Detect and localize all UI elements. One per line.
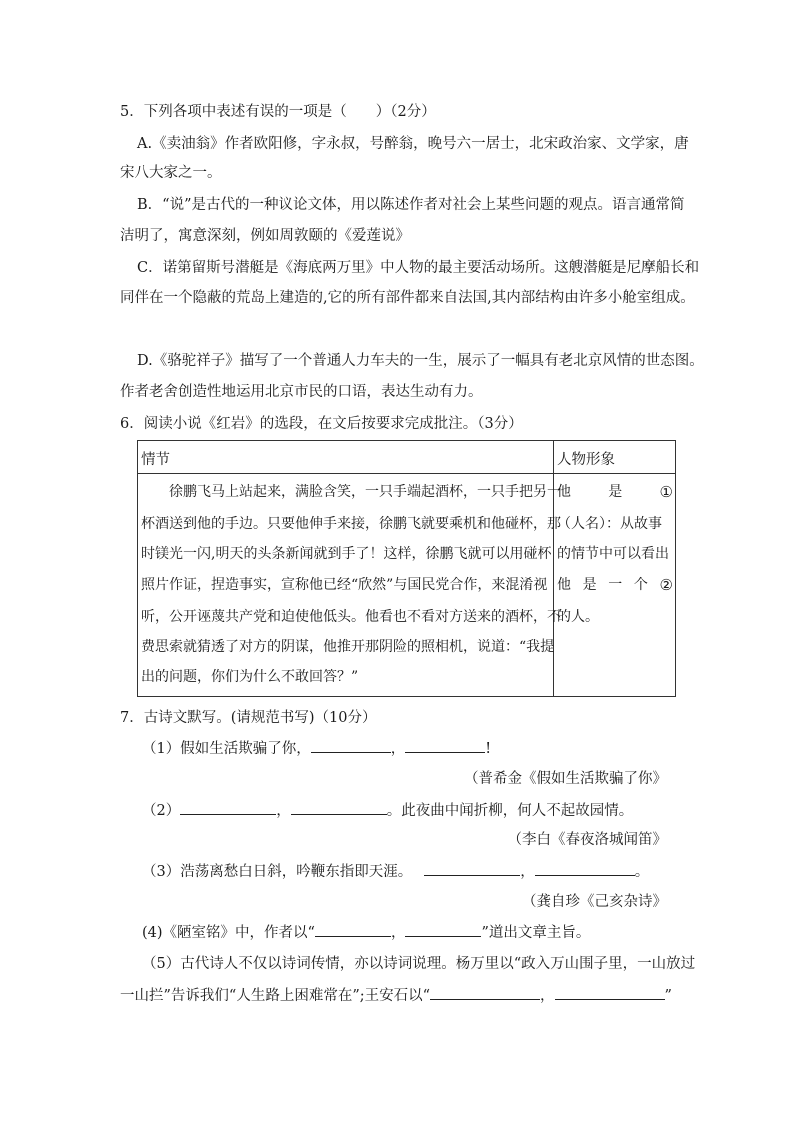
plot-line: 徐鹏飞马上站起来，满脸含笑，一只手端起酒杯，一只手把另一 — [141, 484, 561, 500]
q5-option-c-line2: 同伴在一个隐蔽的荒岛上建造的,它的所有部件都来自法国,其内部结构由许多小舱室组成。 — [120, 290, 695, 306]
column-header-character: 人物形象 — [554, 441, 676, 474]
plot-line: 出的问题，你们为什么不敢回答？” — [141, 669, 359, 685]
character-line-5: 的人。 — [557, 609, 599, 625]
character-cell — [554, 474, 676, 697]
character-word: 是 — [582, 577, 597, 593]
q7-item-1: （1）假如生活欺骗了你， ， ! — [142, 738, 491, 759]
plot-cell — [138, 474, 561, 697]
answer-blank[interactable] — [291, 800, 387, 815]
character-word: 他 — [557, 577, 571, 593]
q6-stem: 6．阅读小说《红岩》的选段，在文后按要求完成批注。（3分） — [120, 416, 523, 432]
answer-blank[interactable] — [315, 922, 391, 937]
q5-option-a-line1: A.《卖油翁》作者欧阳修，字永叔，号醉翁，晚号六一居士，北宋政治家、文学家，唐 — [137, 136, 689, 152]
q7-item-3: （3）浩荡离愁白日斜，吟鞭东指即天涯。 ， 。 — [142, 861, 649, 882]
plot-line: 时镁光一闪,明天的头条新闻就到手了！这样，徐鹏飞就可以用碰杯 — [141, 546, 552, 562]
q7-item-5-line2: 一山拦”告诉我们“人生路上困难常在”;王安石以“ ， ” — [120, 985, 672, 1006]
answer-blank[interactable] — [535, 861, 635, 876]
answer-blank[interactable] — [180, 800, 276, 815]
character-line-4 — [557, 575, 673, 595]
q5-option-a-line2: 宋八大家之一。 — [120, 165, 222, 181]
column-header-plot: 情节 — [138, 441, 554, 474]
character-line-1 — [557, 482, 673, 502]
answer-blank[interactable] — [430, 985, 540, 1000]
q5-option-b-line1: B．“说”是古代的一种议论文体，用以陈述作者对社会上某些问题的观点。语言通常简 — [137, 197, 685, 213]
q5-option-d-line1: D.《骆驼祥子》描写了一个普通人力车夫的一生，展示了一幅具有老北京风情的世态图。 — [137, 353, 704, 369]
q7-item-3-source: （龚自珍《己亥杂诗》 — [522, 894, 667, 910]
q5-stem: 5．下列各项中表述有误的一项是（ ）（2分） — [120, 104, 436, 120]
character-word: 他 — [557, 484, 571, 500]
q7-item-1-source: （普希金《假如生活欺骗了你》 — [464, 771, 667, 787]
character-word: 是 — [608, 484, 623, 500]
character-word: 个 — [633, 577, 648, 593]
q7-item-5-line1: （5）古代诗人不仅以诗词传情，亦以诗词说理。杨万里以“政入万山围子里，一山放过 — [142, 956, 696, 972]
q7-item-4: (4)《陋室铭》中，作者以“ ， ”道出文章主旨。 — [142, 922, 590, 943]
plot-line: 费思索就猜透了对方的阴谋，他推开那阴险的照相机，说道：“我提 — [141, 639, 555, 655]
answer-blank[interactable] — [311, 738, 391, 753]
answer-blank[interactable] — [424, 861, 520, 876]
character-line-2: （人名）：从故事 — [557, 516, 662, 532]
character-line-3: 的情节中可以看出 — [557, 546, 669, 562]
annotation-table — [137, 440, 676, 697]
q7-item-2: （2） ， 。此夜曲中闻折柳，何人不起故园情。 — [142, 800, 633, 821]
q7-stem: 7．古诗文默写。(请规范书写)（10分） — [120, 710, 377, 726]
plot-line: 杯酒送到他的手边。只要他伸手来接，徐鹏飞就要乘机和他碰杯，那 — [141, 516, 561, 532]
blank-marker-1: ① — [659, 483, 673, 501]
plot-line: 听，公开诬蔑共产党和迫使他低头。他看也不看对方送来的酒杯，不 — [141, 609, 561, 625]
plot-line: 照片作证，捏造事实，宣称他已经“欣然”与国民党合作，来混淆视 — [141, 577, 548, 593]
answer-blank[interactable] — [405, 738, 485, 753]
q5-option-b-line2: 洁明了，寓意深刻，例如周敦颐的《爱莲说》 — [120, 228, 410, 244]
q7-item-2-source: （李白《春夜洛城闻笛》 — [507, 832, 667, 848]
answer-blank[interactable] — [405, 922, 481, 937]
q5-option-d-line2: 作者老舍创造性地运用北京市民的口语，表达生动有力。 — [120, 384, 483, 400]
answer-blank[interactable] — [555, 985, 665, 1000]
q5-option-c-line1: C．诺第留斯号潜艇是《海底两万里》中人物的最主要活动场所。这艘潜艇是尼摩船长和 — [137, 260, 700, 276]
blank-marker-2: ② — [659, 576, 673, 594]
character-word: 一 — [608, 577, 623, 593]
